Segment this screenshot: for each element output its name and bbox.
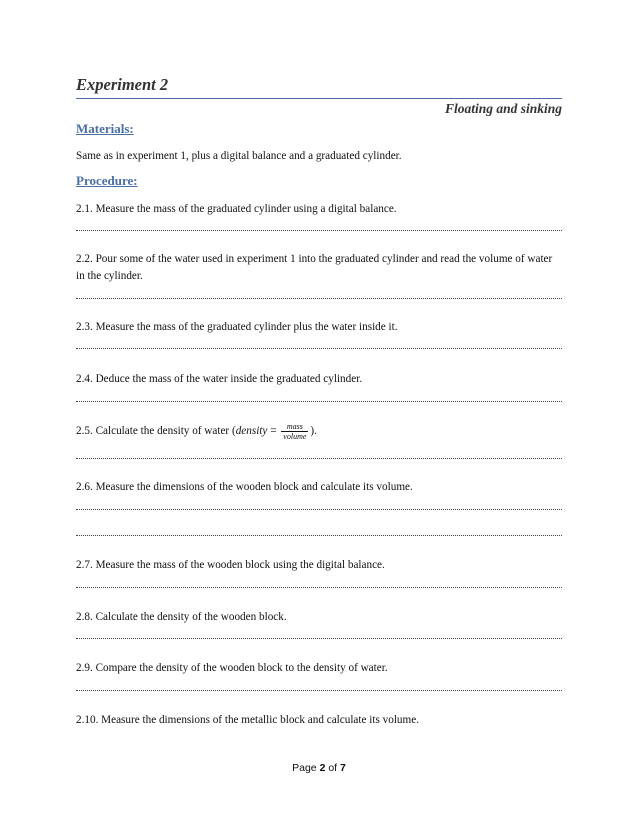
answer-line xyxy=(76,688,562,691)
procedure-heading: Procedure: xyxy=(76,173,138,188)
step-2-10: 2.10. Measure the dimensions of the metallic block and calculate its volume. xyxy=(76,714,419,726)
footer-total-pages: 7 xyxy=(340,762,346,774)
step-2-5 xyxy=(76,422,562,441)
formula-tail: ). xyxy=(310,425,317,438)
fraction-numerator: mass xyxy=(281,422,308,432)
answer-line xyxy=(76,346,562,349)
fraction-denominator: volume xyxy=(283,432,307,441)
answer-line xyxy=(76,296,562,299)
footer-of: of xyxy=(325,762,341,774)
answer-line xyxy=(76,228,562,231)
answer-line xyxy=(76,456,562,459)
answer-line xyxy=(76,585,562,588)
answer-line xyxy=(76,533,562,536)
title-rule xyxy=(76,98,562,119)
formula-equals: = xyxy=(270,425,277,438)
step-2-7: 2.7. Measure the mass of the wooden block using the digital balance. xyxy=(76,559,385,571)
answer-line xyxy=(76,399,562,402)
step-2-6: 2.6. Measure the dimensions of the wooden block and calculate its volume. xyxy=(76,481,413,493)
answer-line xyxy=(76,507,562,510)
experiment-title: Experiment 2 xyxy=(76,75,169,94)
step-2-2: 2.2. Pour some of the water used in experiment 1 into the graduated cylinder and read the volume of water in the cylinder. xyxy=(76,253,553,282)
formula-lhs: density xyxy=(235,425,268,438)
step-2-9: 2.9. Compare the density of the wooden block to the density of water. xyxy=(76,662,388,674)
step-2-1: 2.1. Measure the mass of the graduated cylinder using a digital balance. xyxy=(76,203,397,215)
materials-text: Same as in experiment 1, plus a digital balance and a graduated cylinder. xyxy=(76,150,402,162)
density-fraction xyxy=(281,422,308,441)
step-2-4: 2.4. Deduce the mass of the water inside the graduated cylinder. xyxy=(76,373,363,385)
footer-current-page: 2 xyxy=(319,762,326,774)
step-2-8: 2.8. Calculate the density of the wooden block. xyxy=(76,611,287,623)
page-footer xyxy=(0,762,638,774)
step-2-5-text: 2.5. Calculate the density of water ( xyxy=(76,425,236,438)
materials-heading: Materials: xyxy=(76,121,134,136)
footer-prefix: Page xyxy=(292,762,320,774)
experiment-subtitle: Floating and sinking xyxy=(444,101,562,116)
answer-line xyxy=(76,636,562,639)
step-2-3: 2.3. Measure the mass of the graduated cylinder plus the water inside it. xyxy=(76,321,398,333)
